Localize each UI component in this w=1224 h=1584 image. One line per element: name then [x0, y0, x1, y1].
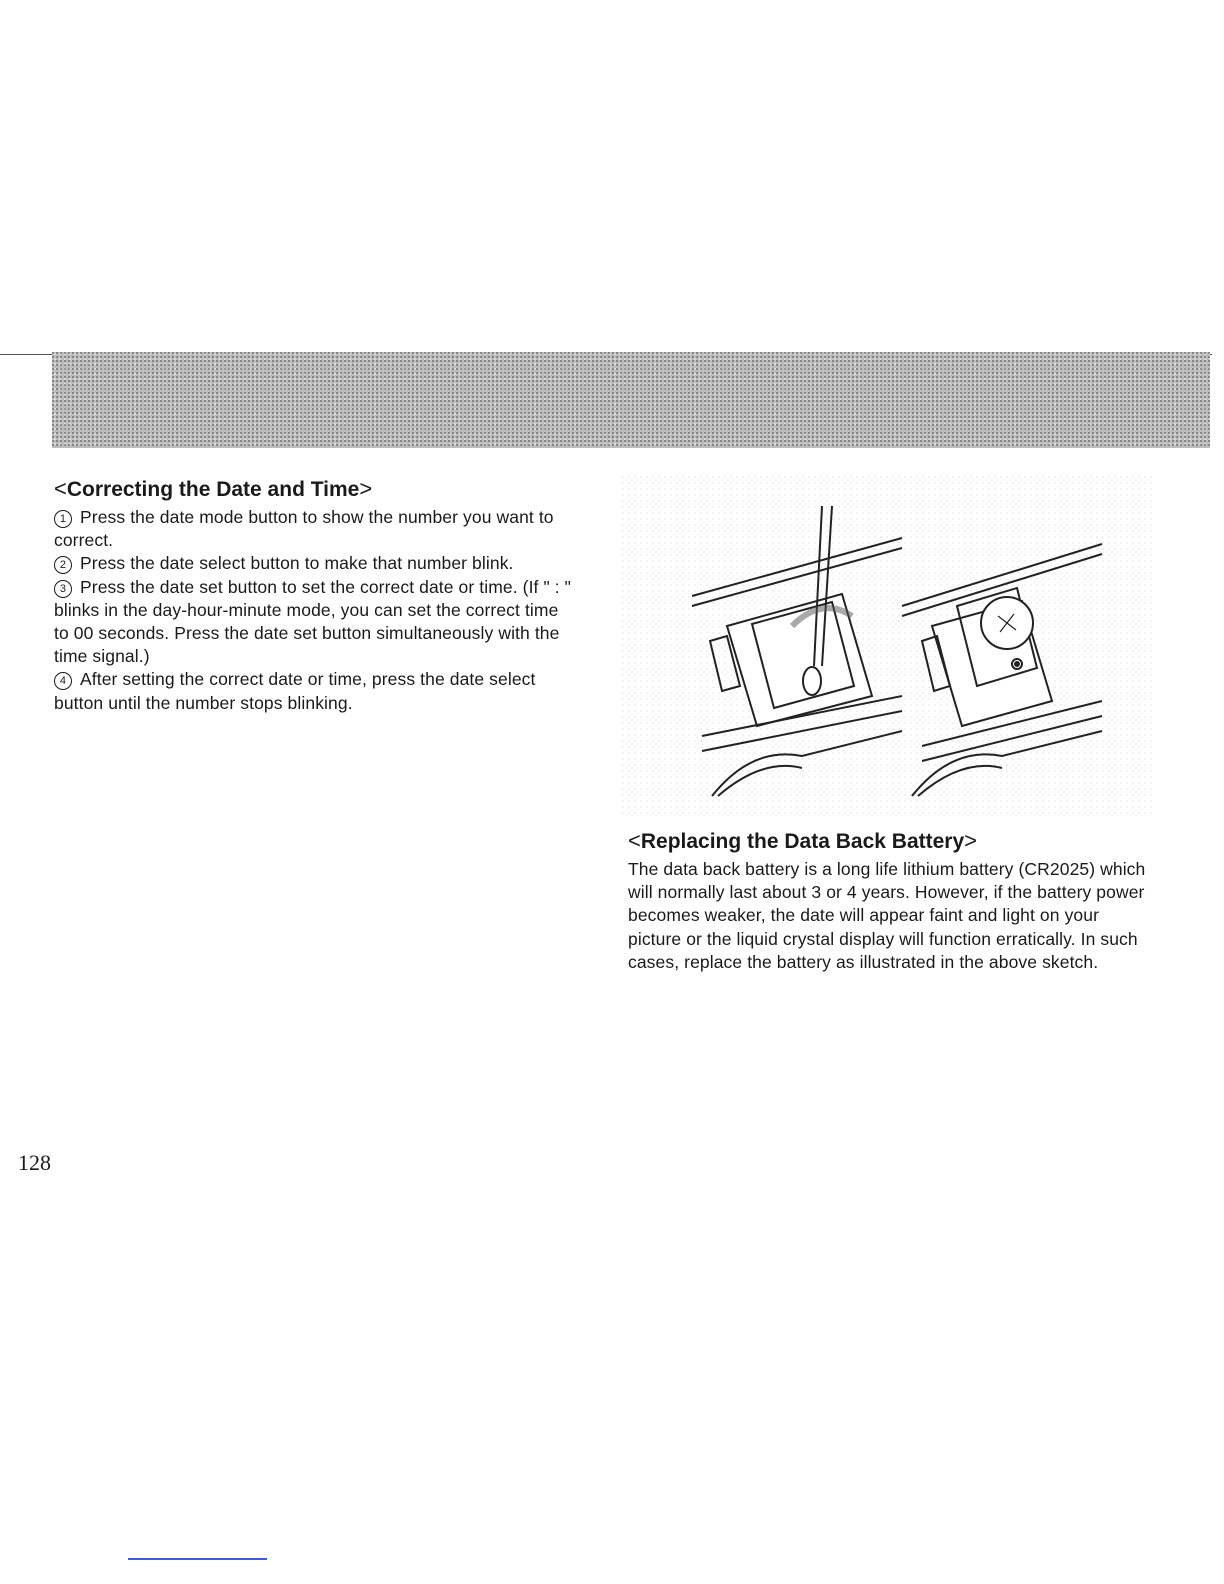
- step-number: 3: [54, 580, 72, 598]
- section-correcting-date-time: [54, 476, 574, 715]
- step-2: 2 Press the date select button to make that number blink.: [54, 552, 574, 575]
- step-3: 3 Press the date set button to set the correct date or time. (If " : " blinks in the day-hour-minute mode, you can set the correct time to 00 seconds. Press the date set button simultaneously with the time signal.): [54, 576, 571, 667]
- step-4: 4 After setting the correct date or time, press the date select button until the number stops blinking.: [54, 669, 536, 713]
- battery-paragraph: The data back battery is a long life lithium battery (CR2025) which will normally last about 3 or 4 years. However, if the battery power becomes weaker, the date will appear faint and light on your picture or the liquid crystal display will function erratically. In such cases, replace the battery as illustrated in the above sketch.: [628, 859, 1146, 972]
- step-number: 2: [54, 556, 72, 574]
- step-number: 1: [54, 510, 72, 528]
- step-1: 1 Press the date mode button to show the number you want to correct.: [54, 507, 554, 551]
- battery-replacement-illustration: [622, 476, 1152, 816]
- footer-underline: [128, 1558, 267, 1560]
- section-title: <Replacing the Data Back Battery>: [628, 828, 977, 853]
- section-replacing-battery: [628, 828, 1148, 974]
- step-number: 4: [54, 672, 72, 690]
- header-band: [52, 352, 1210, 448]
- page-number: 128: [18, 1150, 51, 1175]
- section-title: <Correcting the Date and Time>: [54, 476, 373, 501]
